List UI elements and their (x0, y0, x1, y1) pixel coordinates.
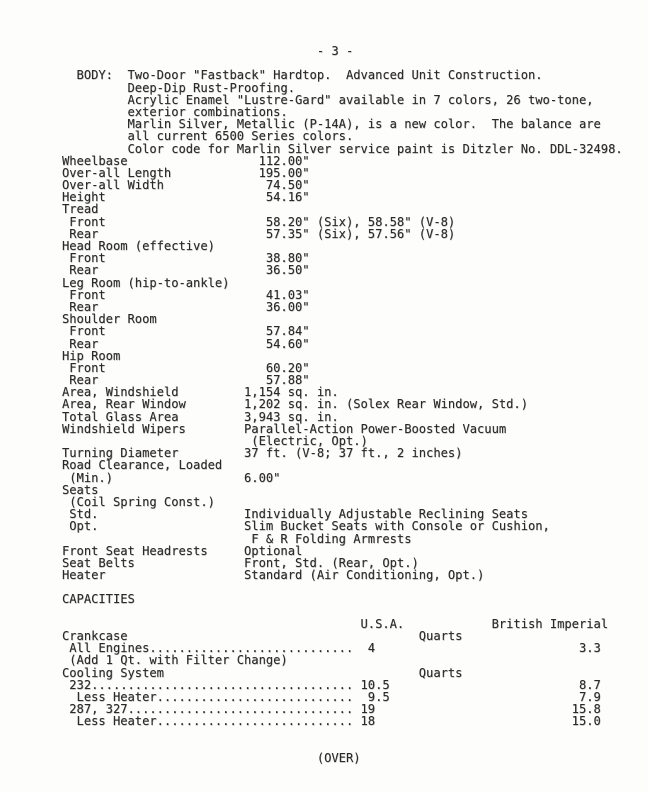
body-label-line: BODY: Two-Door "Fastback" Hardtop. Advanced Unit Construction. (62, 68, 543, 83)
body-line: Deep-Dip Rust-Proofing. (62, 80, 295, 95)
spec-line: Opt. Slim Bucket Seats with Console or Cushion, (62, 519, 550, 534)
spec-line: Head Room (effective) (62, 239, 215, 253)
spec-line: Wheelbase 112.00" (62, 153, 310, 168)
spec-line: (Electric, Opt.) (62, 434, 368, 448)
spec-line: Front 38.80" (62, 251, 310, 266)
spec-line: Area, Rear Window 1,202 sq. in. (Solex Rear Window, Std.) (62, 397, 528, 412)
capacities-row: 232.................................... 10.5 8.7 (62, 677, 601, 692)
spec-line: Turning Diameter 37 ft. (V-8; 37 ft., 2 inches) (62, 446, 463, 461)
spec-line: Road Clearance, Loaded (62, 458, 223, 473)
body-line: Color code for Marlin Silver service paint is Ditzler No. DDL-32498. (62, 141, 623, 156)
capacities-heading: CAPACITIES (62, 592, 135, 607)
blank-line (62, 728, 623, 740)
spec-line: Front 60.20" (62, 360, 310, 375)
spec-line: Front 58.20" (Six), 58.58" (V-8) (62, 214, 456, 229)
body-line: all current 6500 Series colors. (62, 129, 354, 144)
spec-line: Area, Windshield 1,154 sq. in. (62, 385, 339, 400)
spec-line: Front 41.03" (62, 287, 310, 302)
spec-line: Rear 57.35" (Six), 57.56" (V-8) (62, 226, 456, 241)
capacities-row: Crankcase Quarts (62, 629, 463, 643)
spec-line: Rear 36.00" (62, 299, 310, 314)
spec-line: Total Glass Area 3,943 sq. in. (62, 409, 339, 424)
spec-line: Over-all Width 74.50" (62, 178, 310, 193)
document-lines (62, 45, 623, 764)
capacities-row: (Add 1 Qt. with Filter Change) (62, 653, 288, 668)
body-line: Acrylic Enamel "Lustre-Gard" available in 7 colors, 26 two-tone, (62, 92, 594, 107)
capacities-row: Less Heater........................... 9.5 7.9 (62, 689, 601, 704)
capacities-row: 287, 327............................... 19 15.8 (62, 702, 601, 717)
capacities-columns: U.S.A. British Imperial (62, 616, 609, 631)
capacities-row: Less Heater........................... 18 15.0 (62, 714, 601, 729)
footer-over: (OVER) (62, 750, 361, 765)
page-number: - 3 - (62, 44, 354, 58)
spec-line: Seat Belts Front, Std. (Rear, Opt.) (62, 555, 419, 570)
blank-line (62, 581, 623, 593)
body-line: Marlin Silver, Metallic (P-14A), is a new color. The balance are (62, 117, 601, 132)
spec-line: Front Seat Headrests Optional (62, 543, 303, 558)
spec-line: (Coil Spring Const.) (62, 494, 215, 509)
spec-line: F & R Folding Armrests (62, 531, 412, 546)
spec-line: (Min.) 6.00" (62, 470, 281, 485)
spec-line: Rear 36.50" (62, 263, 310, 278)
spec-line: Shoulder Room (62, 312, 157, 327)
spec-line: Std. Individually Adjustable Reclining Seats (62, 507, 528, 522)
capacities-row: Cooling System Quarts (62, 665, 463, 680)
spec-line: Windshield Wipers Parallel-Action Power-Boosted Vacuum (62, 421, 507, 436)
capacities-row: All Engines............................ 4 3.3 (62, 641, 601, 656)
spec-line: Leg Room (hip-to-ankle) (62, 275, 230, 290)
spec-line: Rear 54.60" (62, 336, 310, 351)
spec-line: Rear 57.88" (62, 373, 310, 388)
spec-line: Hip Room (62, 348, 121, 363)
spec-line: Front 57.84" (62, 324, 310, 339)
spec-line: Seats (62, 482, 99, 497)
blank-line (62, 606, 623, 618)
spec-line: Height 54.16" (62, 190, 310, 205)
spec-line: Heater Standard (Air Conditioning, Opt.) (62, 568, 485, 583)
body-line: exterior combinations. (62, 104, 288, 119)
spec-line: Over-all Length 195.00" (62, 165, 310, 180)
spec-line: Tread (62, 202, 99, 217)
